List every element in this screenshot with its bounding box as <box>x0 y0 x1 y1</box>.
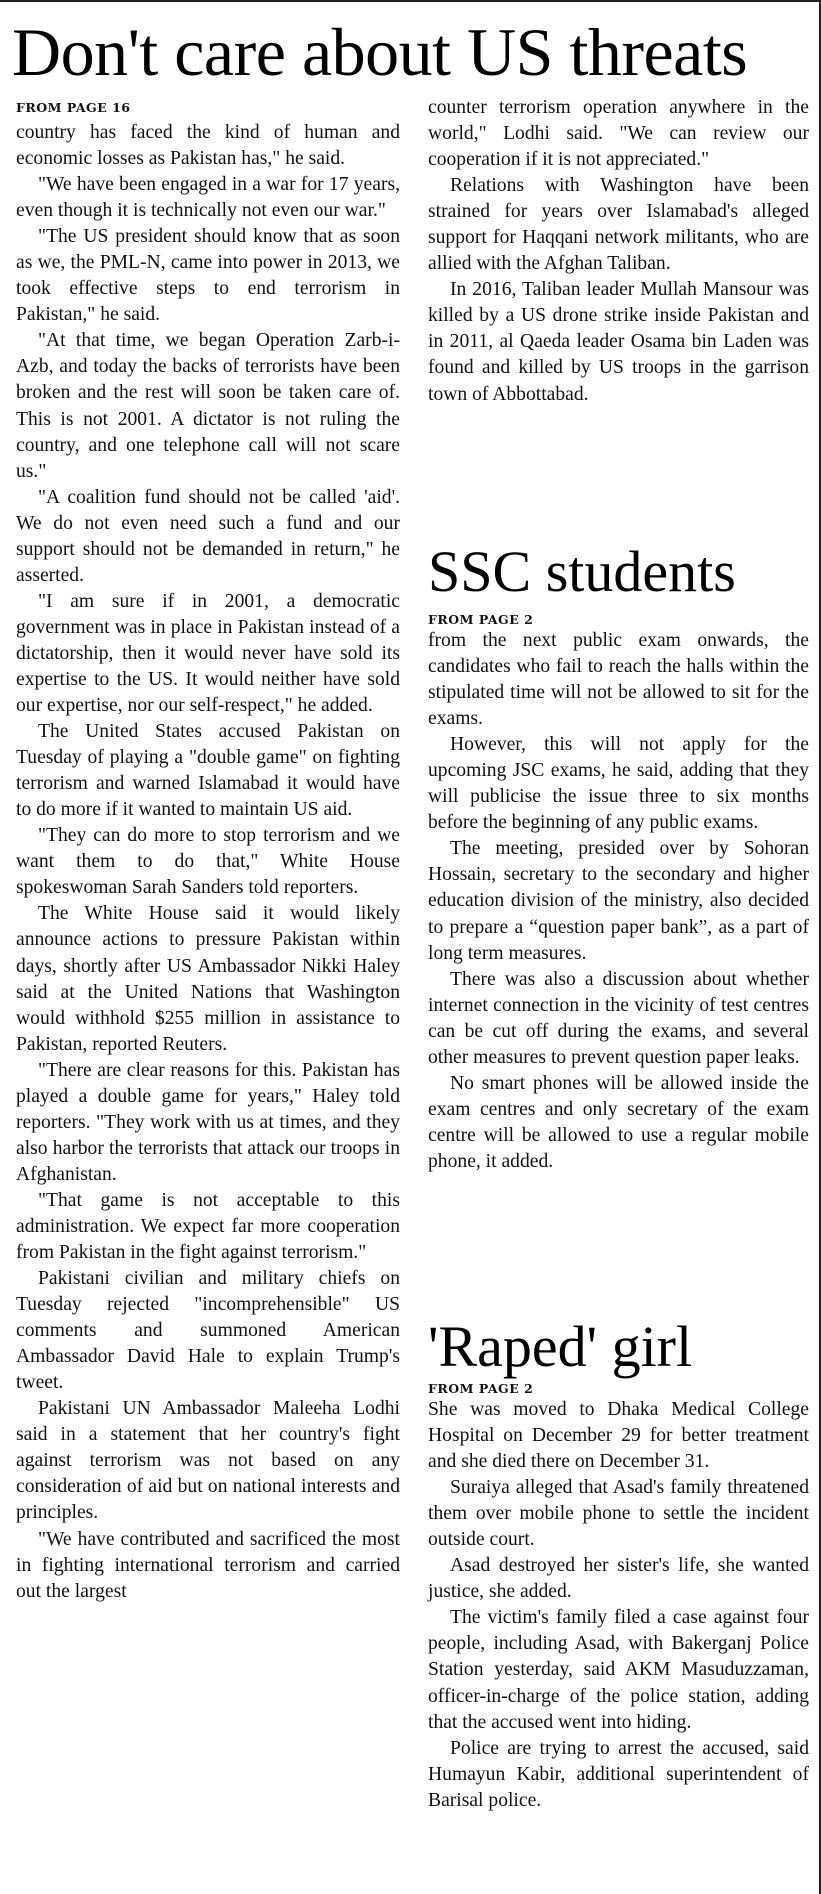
raped-girl-article-body <box>428 1397 809 1814</box>
main-article-column-1 <box>16 120 400 1605</box>
main-continuation-label: FROM PAGE 16 <box>16 100 131 115</box>
paragraph: She was moved to Dhaka Medical College Hospital on December 29 for better treatment and she died there on December 31. <box>428 1399 809 1473</box>
ssc-continuation-label: FROM PAGE 2 <box>428 612 534 627</box>
paragraph: The United States accused Pakistan on Tuesday of playing a "double game" on fighting terrorism and warned Islamabad it would have to do more if it wanted to maintain US aid. <box>16 721 400 821</box>
paragraph: "There are clear reasons for this. Pakistan has played a double game for years," Haley told reporters. "They work with us at times, and they also harbor the terrorists that attack our troops in Afghanistan. <box>16 1059 400 1185</box>
raped-girl-headline: 'Raped' girl <box>428 1314 693 1379</box>
paragraph: Asad destroyed her sister's life, she wanted justice, she added. <box>428 1555 809 1603</box>
paragraph: Relations with Washington have been strained for years over Islamabad's alleged support for Haqqani network militants, who are allied with the Afghan Taliban. <box>428 175 809 275</box>
paragraph: "That game is not acceptable to this administration. We expect far more cooperation from Pakistan in the fight against terrorism." <box>16 1189 400 1264</box>
raped-girl-continuation-label: FROM PAGE 2 <box>428 1381 534 1396</box>
paragraph: "They can do more to stop terrorism and we want them to do that," White House spokeswoman Sarah Sanders told reporters. <box>16 825 400 899</box>
paragraph: The White House said it would likely announce actions to pressure Pakistan within days, shortly after US Ambassador Nikki Haley said at the United Nations that Washington would withhold $255 million in assistance to Pakistan, reported Reuters. <box>16 903 400 1055</box>
ssc-article-body <box>428 628 809 1175</box>
paragraph: There was also a discussion about whether internet connection in the vicinity of test centres can be cut off during the exams, and several other measures to prevent question paper leaks. <box>428 968 809 1068</box>
top-rule <box>0 0 821 2</box>
paragraph: However, this will not apply for the upcoming JSC exams, he said, adding that they will publicise the issue three to six months before the beginning of any public exams. <box>428 734 809 834</box>
paragraph: counter terrorism operation anywhere in the world," Lodhi said. "We can review our cooperation if it is not appreciated." <box>428 97 809 171</box>
ssc-headline: SSC students <box>428 539 736 604</box>
paragraph: Police are trying to arrest the accused, said Humayun Kabir, additional superintendent of Barisal police. <box>428 1737 809 1811</box>
paragraph: Suraiya alleged that Asad's family threatened them over mobile phone to settle the incident outside court. <box>428 1477 809 1551</box>
paragraph: No smart phones will be allowed inside the exam centres and only secretary of the exam centre will be allowed to use a regular mobile phone, it added. <box>428 1072 809 1172</box>
paragraph: "The US president should know that as soon as we, the PML-N, came into power in 2013, we took effective steps to end terrorism in Pakistan," he said. <box>16 226 400 326</box>
paragraph: Pakistani UN Ambassador Maleeha Lodhi said in a statement that her country's fight against terrorism was not based on any consideration of aid but on national interests and principles. <box>16 1398 400 1524</box>
paragraph: "I am sure if in 2001, a democratic government was in place in Pakistan instead of a dictatorship, then it would never have sold its expertise to the US. It would neither have sold our expertise, nor our self-respect," he added. <box>16 590 400 717</box>
paragraph: In 2016, Taliban leader Mullah Mansour was killed by a US drone strike inside Pakistan and in 2011, al Qaeda leader Osama bin Laden was found and killed by US troops in the garrison town of Abbottabad. <box>428 279 809 405</box>
paragraph: The meeting, presided over by Sohoran Hossain, secretary to the secondary and higher education division of the ministry, also decided to prepare a “question paper bank”, as a part of long term measures. <box>428 838 809 964</box>
paragraph: "A coalition fund should not be called 'aid'. We do not even need such a fund and our support should not be demanded in return," he asserted. <box>16 486 400 586</box>
paragraph: from the next public exam onwards, the candidates who fail to reach the halls within the stipulated time will not be allowed to sit for the exams. <box>428 630 809 730</box>
paragraph: "We have been engaged in a war for 17 years, even though it is technically not even our war." <box>16 174 400 222</box>
paragraph: Pakistani civilian and military chiefs on Tuesday rejected "incomprehensible" US comments and summoned American Ambassador David Hale to explain Trump's tweet. <box>16 1268 400 1394</box>
main-article-column-2 <box>428 95 809 408</box>
paragraph: "We have contributed and sacrificed the most in fighting international terrorism and carried out the largest <box>16 1528 400 1602</box>
paragraph: "At that time, we began Operation Zarb-i-Azb, and today the backs of terrorists have been broken and the rest will soon be taken care of. This is not 2001. A dictator is not ruling the country, and one telephone call will not scare us." <box>16 330 400 482</box>
paragraph: The victim's family filed a case against four people, including Asad, with Bakerganj Police Station yesterday, said AKM Masuduzzaman, officer-in-charge of the police station, adding that the accused went into hiding. <box>428 1607 809 1733</box>
main-headline: Don't care about US threats <box>12 14 748 90</box>
paragraph: country has faced the kind of human and economic losses as Pakistan has," he said. <box>16 122 400 170</box>
